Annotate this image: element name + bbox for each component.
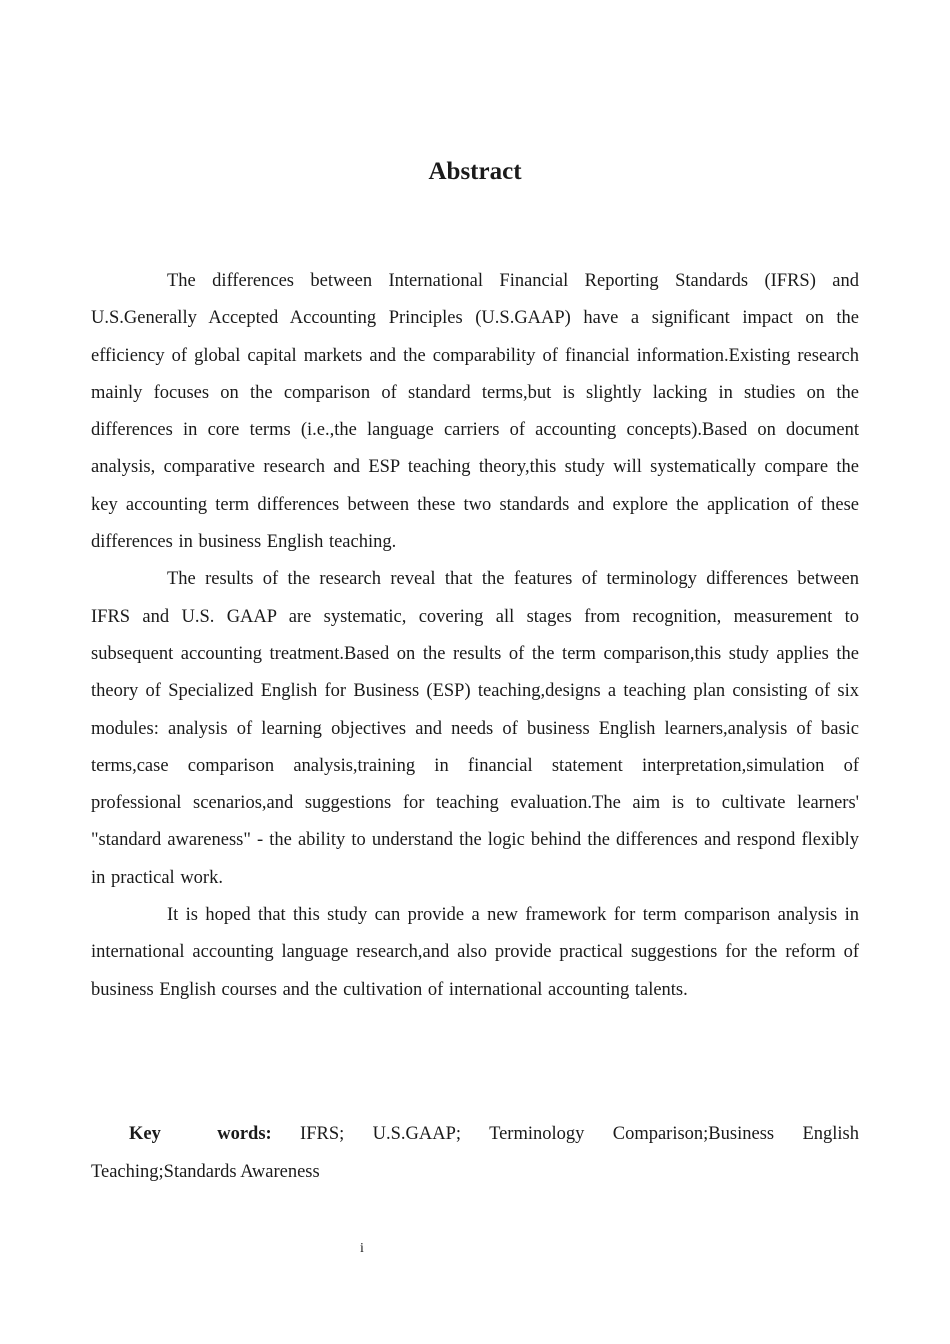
abstract-paragraph-1: The differences between International Financial Reporting Standards (IFRS) and U.S.Generally Accepted Accounting Principles (U.S.GAAP) have a significant impact on the efficiency of global capital markets and the comparability of financial information.Existing research mainly focuses on the comparison of standard terms,but is slightly lacking in studies on the differences in core terms (i.e.,the language carriers of accounting concepts).Based on document analysis, comparative research and ESP teaching theory,this study will systematically compare the key accounting term differences between these two standards and explore the application of these differences in business English teaching. — [91, 271, 859, 553]
abstract-paragraph-3: It is hoped that this study can provide a new framework for term comparison analysis in international accounting language research,and also provide practical suggestions for the reform of business English courses and the cultivation of international accounting talents. — [91, 905, 859, 1000]
abstract-body — [91, 263, 859, 1009]
abstract-paragraph-2: The results of the research reveal that the features of terminology differences between IFRS and U.S. GAAP are systematic, covering all stages from recognition, measurement to subsequent accounting treatment.Based on the results of the term comparison,this study applies the theory of Specialized English for Business (ESP) teaching,designs a teaching plan consisting of six modules: analysis of learning objectives and needs of business English learners,analysis of basic terms,case comparison analysis,training in financial statement interpretation,simulation of professional scenarios,and suggestions for teaching evaluation.The aim is to cultivate learners' "standard awareness" - the ability to understand the logic behind the differences and respond flexibly in practical work. — [91, 569, 859, 888]
page-title: Abstract — [428, 158, 522, 185]
keywords-line — [91, 1116, 859, 1191]
keywords-text: IFRS; U.S.GAAP; Terminology Comparison;Business English Teaching;Standards Awareness — [91, 1124, 859, 1182]
keywords-label: Key words: — [129, 1124, 272, 1144]
page-number: i — [360, 1241, 364, 1256]
